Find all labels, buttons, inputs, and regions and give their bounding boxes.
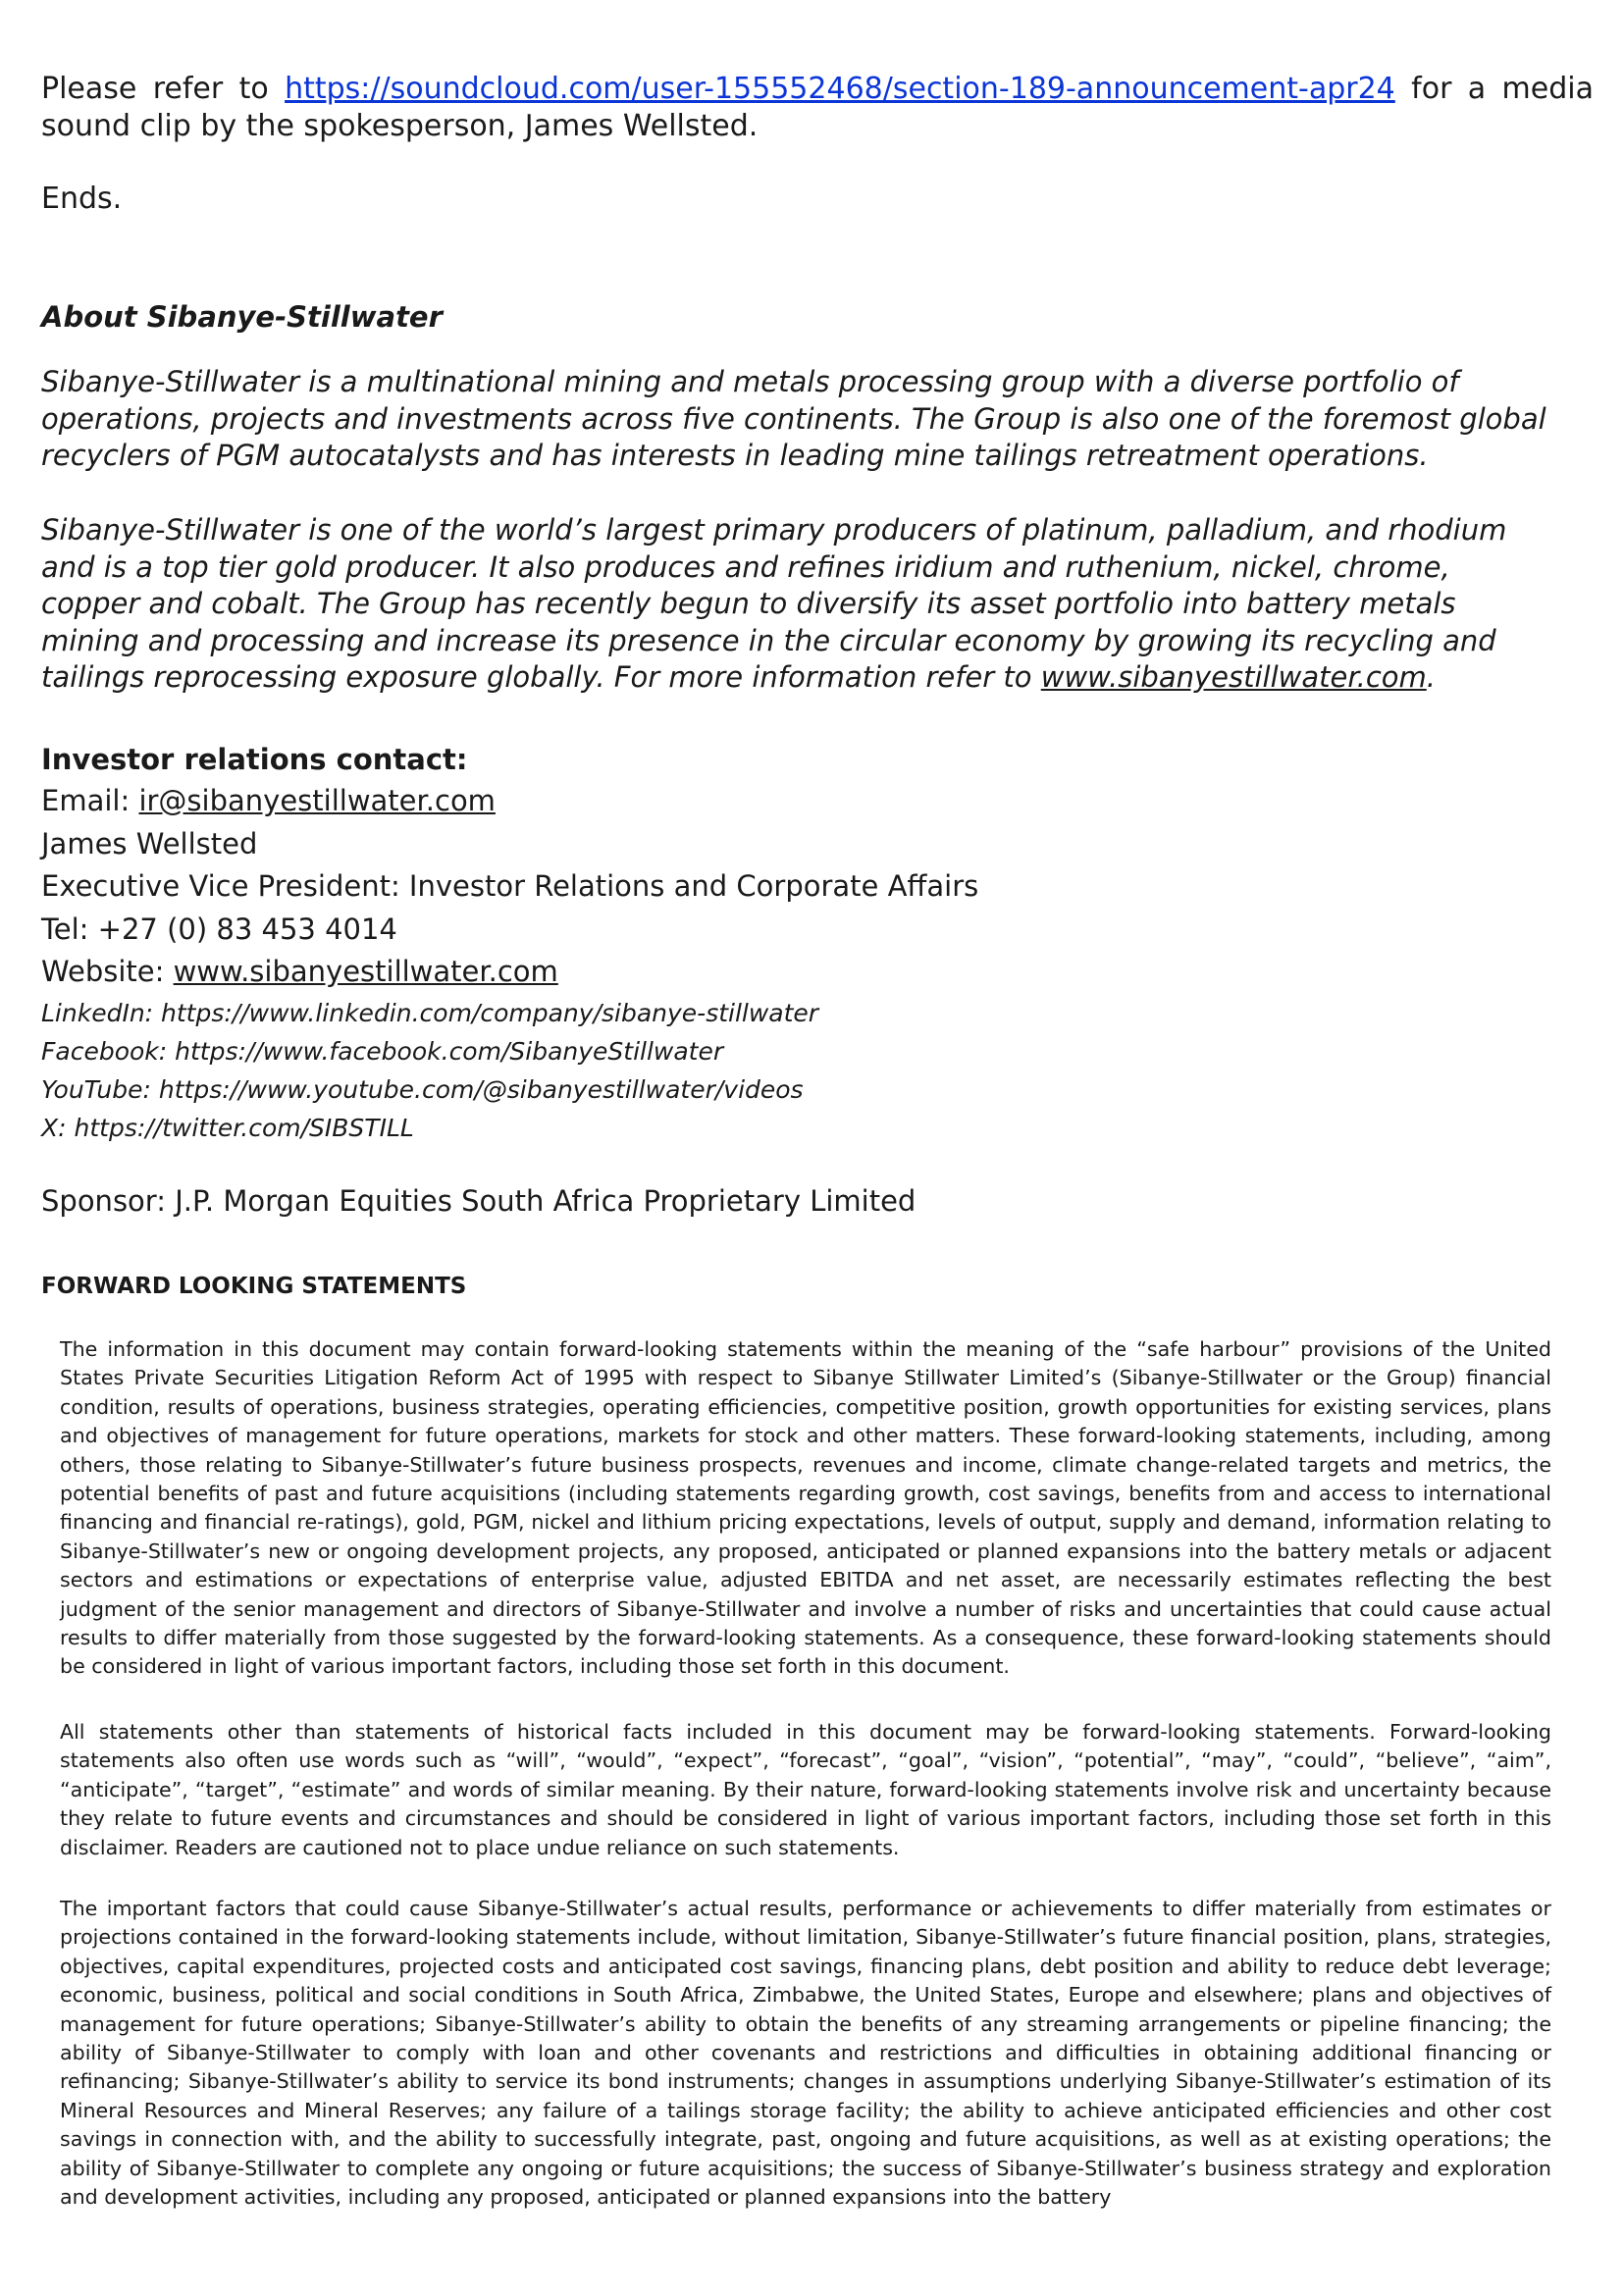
email-line — [41, 780, 1594, 823]
sponsor-line: Sponsor: J.P. Morgan Equities South Africa Proprietary Limited — [41, 1184, 917, 1218]
fls-text-1: The information in this document may contain forward-looking statements within the meaning of the “safe harbour” provisions of the United States Private Securities Litigation Reform Act of 1995 with respect to Sibanye Stillwater Limited’s (Sibanye-Stillwater or the Group) financial condition, results of operations, business strategies, operating efficiencies, competitive position, growth opportunities for existing services, plans and objectives of management for future operations, markets for stock and other matters. These forward-looking statements, including, among others, those relating to Sibanye-Stillwater’s future business prospects, revenues and income, climate change-related targets and metrics, the potential benefits of past and future acquisitions (including statements regarding growth, cost savings, benefits from and access to international financing and financial re-ratings), gold, PGM, nickel and lithium pricing expectations, levels of output, supply and demand, information relating to Sibanye-Stillwater’s new or ongoing development projects, any proposed, anticipated or planned expansions into the battery metals or adjacent sectors and estimations or expectations of enterprise value, adjusted EBITDA and net asset, are necessarily estimates reflecting the best judgment of the senior management and directors of Sibanye-Stillwater and involve a number of risks and uncertainties that could cause actual results to differ materially from those suggested by the forward-looking statements. As a consequence, these forward-looking statements should be considered in light of various important factors, including those set forth in this document. — [60, 1337, 1551, 1679]
website-label: Website: — [41, 955, 165, 988]
email-label: Email: — [41, 784, 131, 817]
intro-before-link: Please refer to — [41, 72, 269, 106]
intro-after-link: for a media sound clip by the spokesperson, James Wellsted. — [41, 72, 1594, 143]
investor-contact-block — [41, 741, 1594, 1147]
about-paragraph-2 — [41, 512, 1552, 697]
fls-text-2: All statements other than statements of historical facts included in this document may be forward-looking statements. Forward-looking statements also often use words such as “will”, “would”, “expect”, “forecast”, “goal”, “vision”, “potential”, “may”, “could”, “believe”, “aim”, “anticipate”, “target”, “estimate” and words of similar meaning. By their nature, forward-looking statements involve risk and uncertainty because they relate to future events and circumstances and should be considered in light of various important factors, including those set forth in this disclaimer. Readers are cautioned not to place undue reliance on such statements. — [60, 1720, 1551, 1859]
about-paragraph-2-text: Sibanye-Stillwater is one of the world’s largest primary producers of platinum, palladium, and rhodium and is a top tier gold producer. It also produces and refines iridium and ruthenium, nickel, chrome, copper and cobalt. The Group has recently begun to diversify its asset portfolio into battery metals mining and processing and increase its presence in the circular economy by growing its recycling and tailings reprocessing exposure globally. For more information refer to — [41, 513, 1507, 694]
forward-looking-heading: FORWARD LOOKING STATEMENTS — [41, 1274, 467, 1299]
linkedin-line: LinkedIn: https://www.linkedin.com/company/sibanye-stillwater — [41, 998, 819, 1027]
about-heading: About Sibanye-Stillwater — [41, 300, 443, 334]
forward-looking-paragraph-3 — [60, 1895, 1551, 2212]
fls-text-3: The important factors that could cause Sibanye-Stillwater’s actual results, performance or achievements to differ materially from estimates or projections contained in the forward-looking statements include, without limitation, Sibanye-Stillwater’s future financial position, plans, strategies, objectives, capital expenditures, projected costs and anticipated cost savings, financing plans, debt position and ability to reduce debt leverage; economic, business, political and social conditions in South Africa, Zimbabwe, the United States, Europe and elsewhere; plans and objectives of management for future operations; Sibanye-Stillwater’s ability to obtain the benefits of any streaming arrangements or pipeline financing; the ability of Sibanye-Stillwater to comply with loan and other covenants and restrictions and difficulties in obtaining additional financing or refinancing; Sibanye-Stillwater’s ability to service its bond instruments; changes in assumptions underlying Sibanye-Stillwater’s estimation of its Mineral Resources and Mineral Reserves; any failure of a tailings storage facility; the ability to achieve anticipated efficiencies and other cost savings in connection with, and the ability to successfully integrate, past, ongoing and future acquisitions, as well as at existing operations; the ability of Sibanye-Stillwater to complete any ongoing or future acquisitions; the success of Sibanye-Stillwater’s business strategy and exploration and development activities, including any proposed, anticipated or planned expansions into the battery — [60, 1897, 1551, 2210]
x-line: X: https://twitter.com/SIBSTILL — [41, 1113, 414, 1142]
website-link[interactable]: www.sibanyestillwater.com — [173, 955, 558, 988]
email-link[interactable]: ir@sibanyestillwater.com — [138, 784, 496, 817]
soundcloud-link[interactable]: https://soundcloud.com/user-155552468/section-189-announcement-apr24 — [285, 72, 1395, 106]
forward-looking-paragraph-1 — [60, 1335, 1551, 1682]
investor-relations-heading: Investor relations contact: — [41, 743, 468, 776]
contact-name: James Wellsted — [41, 826, 258, 861]
youtube-line: YouTube: https://www.youtube.com/@sibanyestillwater/videos — [41, 1074, 804, 1104]
website-line — [41, 951, 1594, 994]
contact-role: Executive Vice President: Investor Relations and Corporate Affairs — [41, 869, 979, 903]
facebook-line: Facebook: https://www.facebook.com/SibanyeStillwater — [41, 1036, 724, 1066]
forward-looking-paragraph-2 — [60, 1718, 1551, 1862]
about-paragraph-2-end: . — [1426, 660, 1436, 694]
contact-tel: Tel: +27 (0) 83 453 4014 — [41, 912, 397, 946]
about-website-link[interactable]: www.sibanyestillwater.com — [1040, 660, 1427, 694]
intro-paragraph — [41, 71, 1594, 145]
ends-text: Ends. — [41, 182, 123, 216]
about-paragraph-1: Sibanye-Stillwater is a multinational mining and metals processing group with a diverse portfolio of operations, projects and investments across five continents. The Group is also one of the foremost global recyclers of PGM autocatalysts and has interests in leading mine tailings retreatment operations. — [41, 365, 1546, 472]
